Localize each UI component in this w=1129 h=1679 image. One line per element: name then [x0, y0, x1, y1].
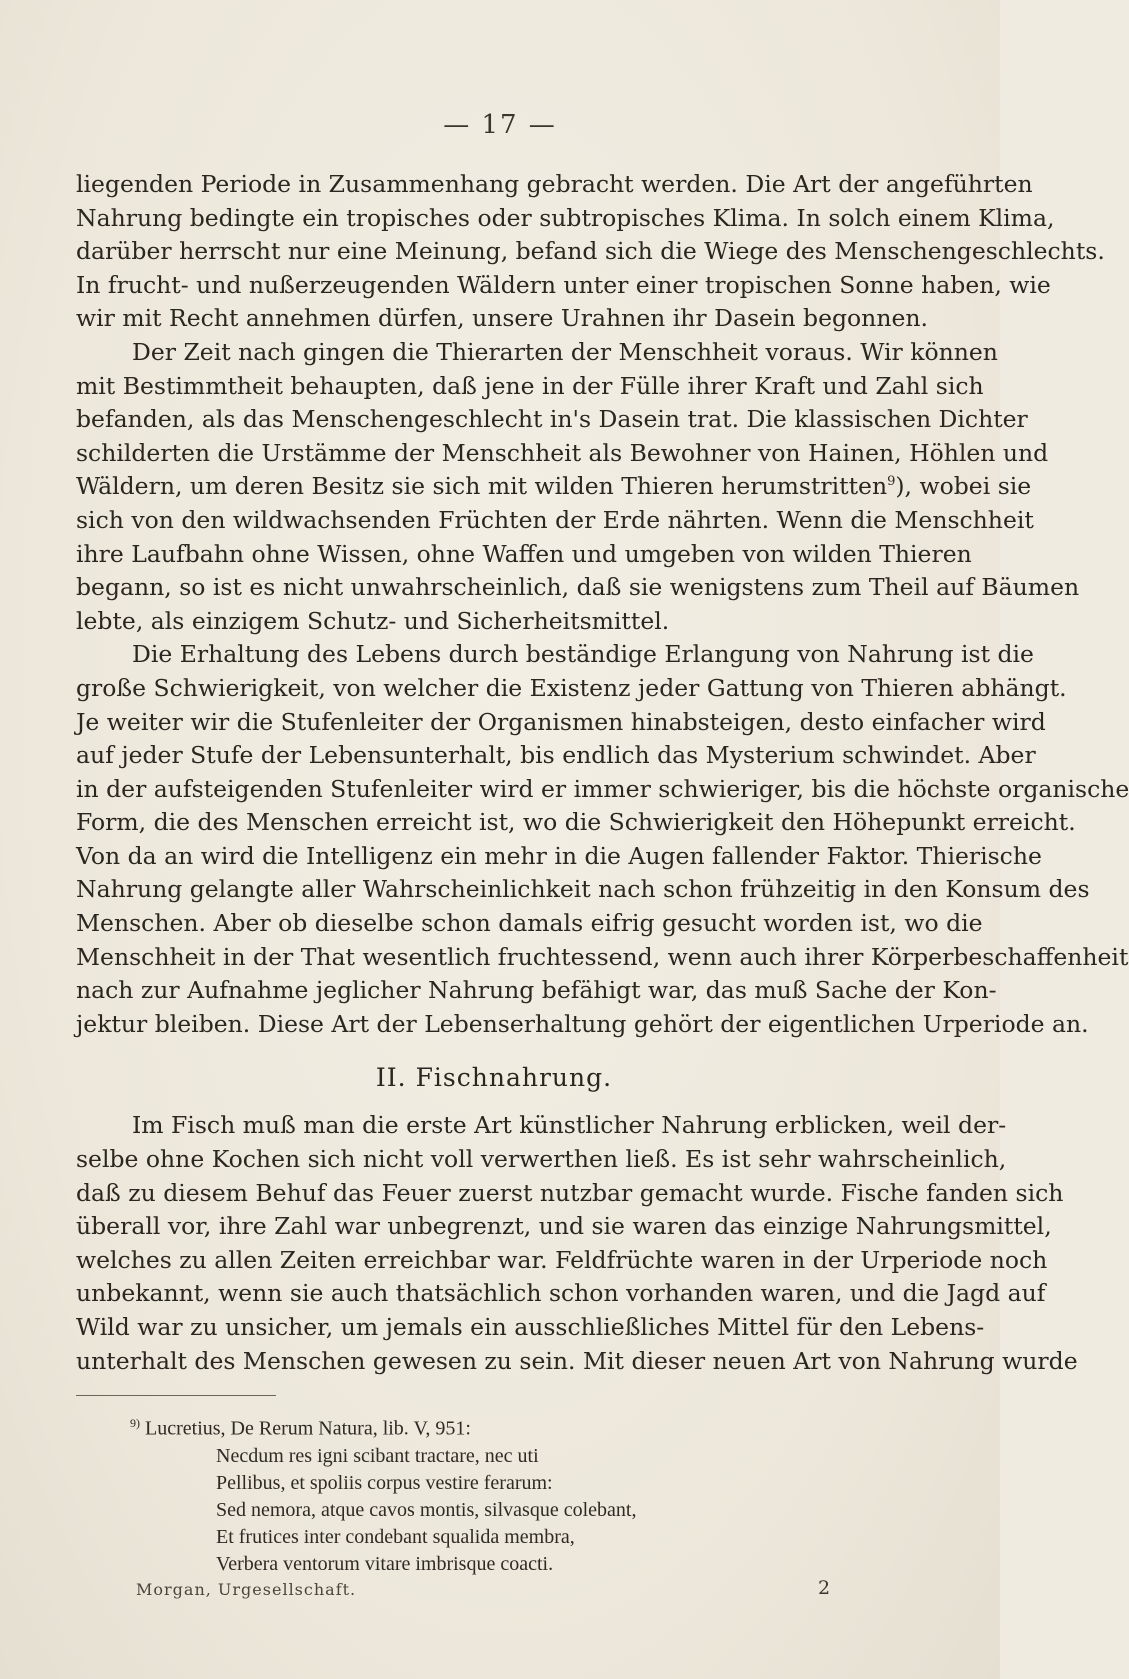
footnote-verse: Sed nemora, atque cavos montis, silvasque colebant, [216, 1498, 637, 1521]
text-line: In frucht- und nußerzeugenden Wäldern unter einer tropischen Sonne haben, wie [76, 270, 1051, 299]
text-line: jektur bleiben. Diese Art der Lebenserhaltung gehört der eigentlichen Urperiode an. [76, 1009, 1089, 1038]
footnote-verse: Necdum res igni scibant tractare, nec uti [216, 1444, 539, 1467]
text-line: auf jeder Stufe der Lebensunterhalt, bis endlich das Mysterium schwindet. Aber [76, 741, 1036, 770]
text-line: Nahrung gelangte aller Wahrscheinlichkeit nach schon frühzeitig in den Konsum des [76, 875, 1090, 904]
footnote-verse: Verbera ventorum vitare imbrisque coacti. [216, 1552, 554, 1575]
text-line: unterhalt des Menschen gewesen zu sein. Mit dieser neuen Art von Nahrung wurde [76, 1346, 1078, 1375]
text-line: unbekannt, wenn sie auch thatsächlich schon vorhanden waren, und die Jagd auf [76, 1279, 1046, 1308]
text-line: mit Bestimmtheit behaupten, daß jene in der Fülle ihrer Kraft und Zahl sich [76, 371, 984, 400]
footnote [130, 1410, 830, 1578]
footnote-verse: Et frutices inter condebant squalida membra, [216, 1525, 575, 1548]
text-line: große Schwierigkeit, von welcher die Existenz jeder Gattung von Thieren abhängt. [76, 673, 1067, 702]
footnote-marker: 9) [130, 1416, 140, 1430]
text-line: Von da an wird die Intelligenz ein mehr in die Augen fallender Faktor. Thierische [76, 841, 1042, 870]
text-line: Im Fisch muß man die erste Art künstlicher Nahrung erblicken, weil der- [132, 1111, 1007, 1140]
sheet-number: 2 [818, 1577, 831, 1599]
text-line: liegenden Periode in Zusammenhang gebracht werden. Die Art der angeführten [76, 170, 1033, 198]
text-line: Wild war zu unsicher, um jemals ein ausschließliches Mittel für den Lebens- [76, 1313, 985, 1341]
text-line: Menschen. Aber ob dieselbe schon damals eifrig gesucht worden ist, wo die [76, 909, 983, 938]
text-line: befanden, als das Menschengeschlecht in's Dasein trat. Die klassischen Dichter [76, 405, 1028, 434]
printer-signature: Morgan, Urgesellschaft. [136, 1580, 357, 1599]
text-line: lebte, als einzigem Schutz- und Sicherheitsmittel. [76, 606, 670, 635]
text-line: schilderten die Urstämme der Menschheit als Bewohner von Hainen, Höhlen und [76, 438, 1049, 467]
footnote-verse: Pellibus, et spoliis corpus vestire ferarum: [216, 1471, 553, 1494]
paragraph-3 [76, 638, 1129, 1041]
text-line: Die Erhaltung des Lebens durch beständige Erlangung von Nahrung ist die [132, 640, 1034, 669]
text-line: selbe ohne Kochen sich nicht voll verwerthen ließ. Es ist sehr wahrscheinlich, [76, 1145, 1007, 1174]
text-line: in der aufsteigenden Stufenleiter wird er immer schwieriger, bis die höchste organische [76, 774, 1129, 803]
page-number-header: — 17 — [443, 110, 557, 140]
text-line: daß zu diesem Behuf das Feuer zuerst nutzbar gemacht wurde. Fische fanden sich [76, 1178, 1064, 1207]
footnote-source: Lucretius, De Rerum Natura, lib. V, 951: [145, 1417, 471, 1440]
text-line: wir mit Recht annehmen dürfen, unsere Urahnen ihr Dasein begonnen. [76, 304, 928, 333]
text-line: Je weiter wir die Stufenleiter der Organismen hinabsteigen, desto einfacher wird [76, 707, 1046, 736]
text-line: überall vor, ihre Zahl war unbegrenzt, und sie waren das einzige Nahrungsmittel, [76, 1212, 1052, 1241]
paragraph-2 [76, 336, 1080, 638]
text-line: darüber herrscht nur eine Meinung, befand sich die Wiege des Menschengeschlechts. [76, 237, 1105, 266]
paragraph-4 [76, 1109, 1078, 1378]
text-line: Nahrung bedingte ein tropisches oder subtropisches Klima. In solch einem Klima, [76, 203, 1055, 232]
body-text [76, 168, 1129, 1378]
text-line: begann, so ist es nicht unwahrscheinlich, daß sie wenigstens zum Theil auf Bäumen [76, 573, 1080, 602]
footnote-source-line [130, 1410, 830, 1443]
text-line: Der Zeit nach gingen die Thierarten der Menschheit voraus. Wir können [132, 337, 998, 366]
text-line: sich von den wildwachsenden Früchten der Erde nährten. Wenn die Menschheit [76, 505, 1034, 534]
section-heading: II. Fischnahrung. [375, 1063, 613, 1093]
text-segment: ), wobei sie [895, 472, 1032, 501]
text-segment: Wäldern, um deren Besitz sie sich mit wilden Thieren herumstritten [76, 472, 888, 501]
footnote-reference[interactable]: 9 [887, 474, 896, 490]
text-line: nach zur Aufnahme jeglicher Nahrung befähigt war, das muß Sache der Kon- [76, 976, 997, 1005]
text-line: ihre Laufbahn ohne Wissen, ohne Waffen und umgeben von wilden Thieren [76, 539, 972, 568]
text-line: Form, die des Menschen erreicht ist, wo die Schwierigkeit den Höhepunkt erreicht. [76, 808, 1076, 837]
text-line: Menschheit in der That wesentlich fruchtessend, wenn auch ihrer Körperbeschaffenheit [76, 942, 1129, 971]
footnote-divider [76, 1395, 276, 1396]
text-line: welches zu allen Zeiten erreichbar war. Feldfrüchte waren in der Urperiode noch [76, 1245, 1048, 1274]
text-line-with-footnote [76, 470, 1032, 504]
paragraph-1 [76, 168, 1105, 336]
